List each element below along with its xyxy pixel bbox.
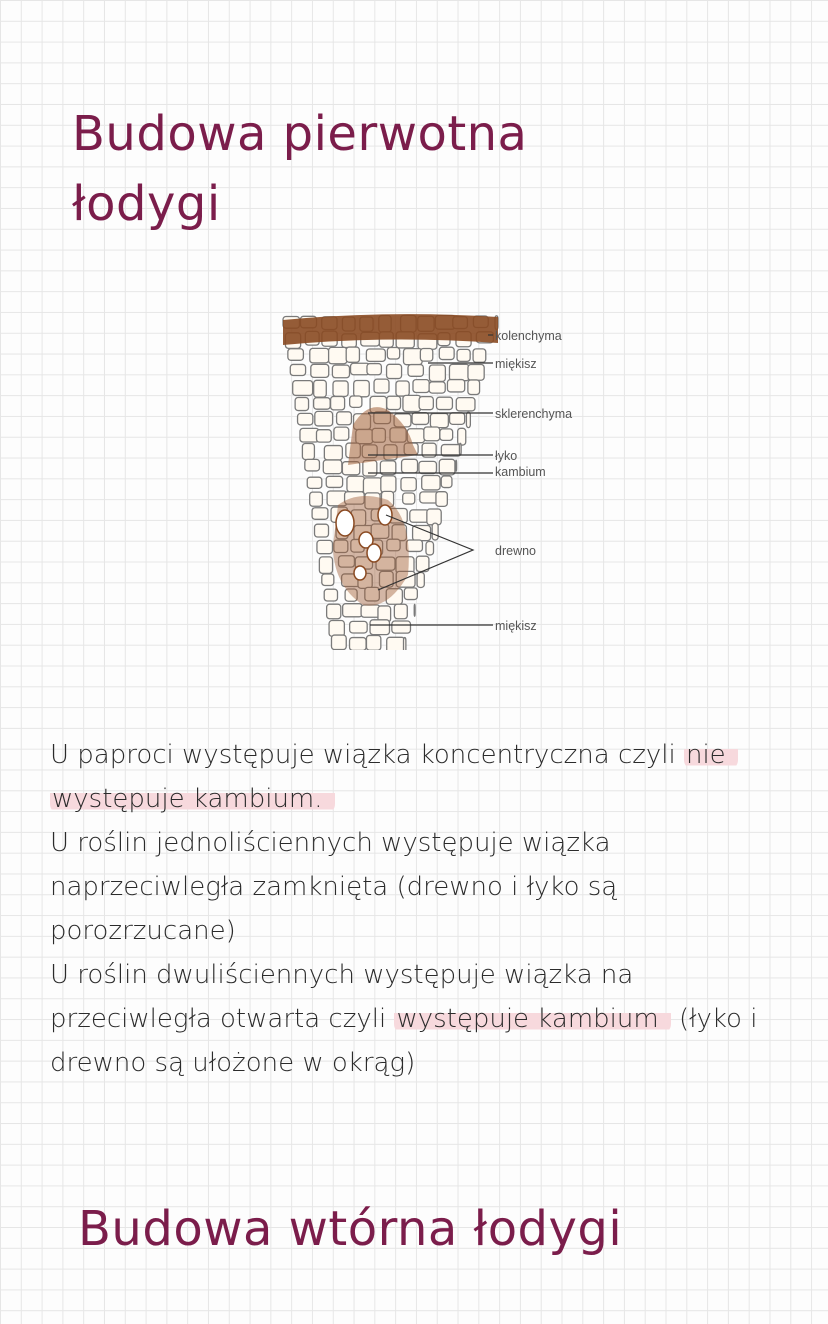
cell [420, 348, 432, 361]
cell [450, 413, 465, 425]
cell [290, 364, 305, 375]
section-title: Budowa wtórna łodygi [78, 1201, 623, 1257]
cell [310, 348, 329, 363]
cell [295, 397, 308, 410]
cell [298, 413, 313, 425]
cell [414, 604, 415, 616]
note-line: naprzeciwległa zamknięta (drewno i łyko są [50, 872, 618, 902]
cell [346, 347, 359, 362]
cell [317, 540, 333, 553]
label-drewno: drewno [495, 544, 536, 558]
cell [439, 347, 454, 359]
cell [456, 398, 475, 411]
note-line: porozrzucane) [50, 916, 236, 946]
cell [449, 364, 469, 380]
cell [302, 444, 314, 460]
cell [392, 621, 411, 633]
cell [288, 349, 304, 361]
cell [310, 492, 323, 506]
cell [402, 459, 418, 473]
stem-cross-section-diagram [278, 305, 588, 650]
note-line [50, 777, 790, 821]
cell [387, 348, 399, 359]
cell [323, 460, 342, 474]
note-line: U roślin jednoliściennych występuje wiązka [50, 828, 611, 858]
cell [324, 446, 342, 460]
cell [350, 621, 368, 633]
cell [412, 413, 429, 425]
cell [396, 381, 409, 396]
cell [447, 380, 464, 392]
label-miekisz-top: miękisz [495, 357, 537, 371]
cell [429, 382, 445, 393]
cell [427, 509, 441, 525]
note-line: drewno są ułożone w okrąg) [50, 1048, 416, 1078]
cell [333, 381, 348, 397]
cell [331, 396, 345, 409]
cell [387, 637, 405, 650]
cell [432, 523, 438, 540]
cell [466, 412, 470, 428]
cell [326, 476, 342, 487]
cell [468, 364, 484, 380]
cell [441, 476, 452, 488]
cell [381, 476, 396, 492]
cell [408, 365, 423, 377]
cell [458, 428, 466, 445]
cell [459, 443, 461, 455]
label-sklerenchyma: sklerenchyma [495, 407, 573, 421]
cell [473, 349, 486, 362]
cell [327, 604, 341, 619]
cell [426, 542, 434, 555]
label-kambium: kambium [495, 465, 546, 479]
cell [468, 380, 480, 395]
page-title: Budowa pierwotna łodygi [72, 106, 528, 232]
cell [315, 524, 329, 537]
note-line: U paproci występuje wiązka koncentryczna czyli nie [50, 733, 790, 777]
cell [293, 381, 313, 396]
label-kolenchyma: kolenchyma [495, 329, 562, 343]
cell [374, 379, 389, 393]
cell [331, 635, 346, 649]
cell [347, 476, 365, 492]
note-line: przeciwległa otwarta czyli występuje kambium (łyko i [50, 1004, 758, 1034]
cell [387, 364, 402, 378]
cell [343, 604, 363, 617]
cell [422, 476, 440, 490]
cell [387, 396, 401, 409]
cell [403, 395, 421, 411]
cell [430, 413, 448, 427]
cell [337, 412, 352, 425]
cell [305, 459, 320, 471]
cell [350, 638, 367, 650]
cell [436, 492, 447, 507]
cell [361, 605, 380, 617]
cell [311, 364, 329, 377]
cell [332, 365, 349, 378]
cell [413, 526, 431, 541]
note-line: U roślin dwuliściennych występuje wiązka na [50, 960, 634, 990]
cell [307, 477, 322, 488]
cell [315, 411, 333, 426]
cell [403, 493, 415, 504]
cell [363, 460, 377, 476]
cell [404, 588, 417, 600]
cell [367, 364, 381, 375]
cell [429, 365, 445, 381]
cell [334, 427, 349, 440]
notes-text [50, 733, 790, 1085]
cell [417, 572, 424, 587]
cell [319, 557, 332, 573]
cell [424, 427, 440, 441]
cell [403, 349, 422, 365]
cell [404, 638, 406, 650]
cell [314, 380, 327, 397]
cell [354, 381, 370, 397]
cell [350, 396, 362, 407]
cell [370, 620, 389, 635]
cell [456, 460, 457, 471]
highlight: występuje kambium. [50, 784, 335, 814]
cell [436, 397, 452, 409]
cell [363, 478, 381, 495]
cell [419, 461, 437, 473]
cell [366, 349, 385, 361]
cell [401, 478, 416, 491]
cell [413, 380, 429, 393]
cell [410, 510, 429, 522]
cell [312, 508, 328, 520]
label-miekisz-bottom: miękisz [495, 619, 537, 633]
label-lyko: łyko [495, 449, 518, 463]
cell [394, 604, 407, 618]
cell [366, 635, 380, 650]
cell [329, 621, 344, 637]
cell [322, 574, 334, 586]
highlight: nie [684, 740, 738, 770]
highlight: występuje kambium [394, 1004, 670, 1034]
cell [316, 430, 331, 442]
cell [441, 445, 461, 457]
cell [406, 540, 422, 551]
cell [314, 398, 331, 410]
cell [457, 349, 470, 361]
cell [419, 397, 433, 410]
cell [440, 429, 453, 441]
cell [324, 589, 337, 601]
cell-tissue [283, 315, 498, 650]
cell [329, 347, 347, 363]
